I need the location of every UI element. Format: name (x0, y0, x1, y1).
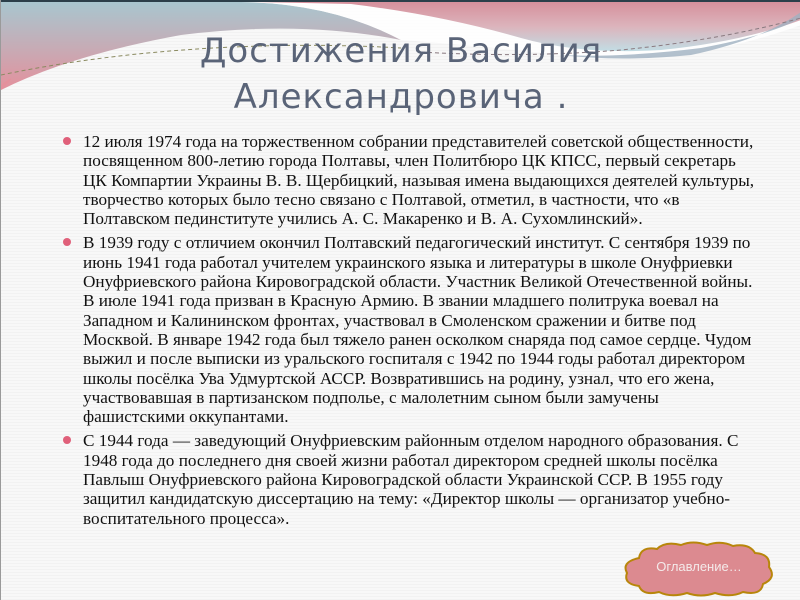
bullet-dot-icon (63, 436, 71, 444)
bullet-item (63, 431, 763, 527)
slide-title (151, 28, 651, 120)
bullet-list (63, 132, 763, 533)
bullet-item (63, 233, 763, 426)
bullet-text: 12 июля 1974 года на торжественном собрании представителей советской общественности, посвященном 800-летию города Полтавы, член Политбюро ЦК КПСС, первый секретарь ЦК Компартии Украины В. В. Щербицкий, называя имена выдающихся деятелей культуры, творчество которых было тесно связано с Полтавой, отметил, в частности, что «в Полтавском пединституте учились А. С. Макаренко и В. А. Сухомлинский». (83, 132, 755, 229)
bullet-dot-icon (63, 238, 71, 246)
table-of-contents-button[interactable] (619, 540, 779, 598)
title-line-1: Достижения Василия (199, 31, 603, 71)
bullet-dot-icon (63, 137, 71, 145)
bullet-text: С 1944 года — заведующий Онуфриевским районным отделом народного образования. С 1948 года до последнего дня своей жизни работал директором средней школы посёлка Павлыш Онуфриевского района Кировоградской области Украинской ССР. В 1955 году защитил кандидатскую диссертацию на тему: «Директор школы — организатор учебно-воспитательного процесса». (83, 431, 739, 528)
title-line-2: Александровича . (233, 77, 569, 117)
bullet-text: В 1939 году с отличием окончил Полтавский педагогический институт. С сентября 1939 по июнь 1941 года работал учителем украинского языка и литературы в школе Онуфриевки Онуфриевского района Кировоградской области. Участник Великой Отечественной войны. В июле 1941 года призван в Красную Армию. В звании младшего политрука воевал на Западном и Калининском фронтах, участвовал в Смоленском сражении и битве под Москвой. В январе 1942 года был тяжело ранен осколком снаряда под самое сердце. Чудом выжил и после выписки из уральского госпиталя с 1942 по 1944 годы работал директором школы посёлка Ува Удмуртской АССР. Возвратившись на родину, узнал, что его жена, участвовавшая в партизанском подполье, с малолетним сыном были замучены фашистскими оккупантами. (83, 233, 753, 427)
bullet-item (63, 132, 763, 228)
table-of-contents-label: Оглавление… (656, 559, 742, 574)
